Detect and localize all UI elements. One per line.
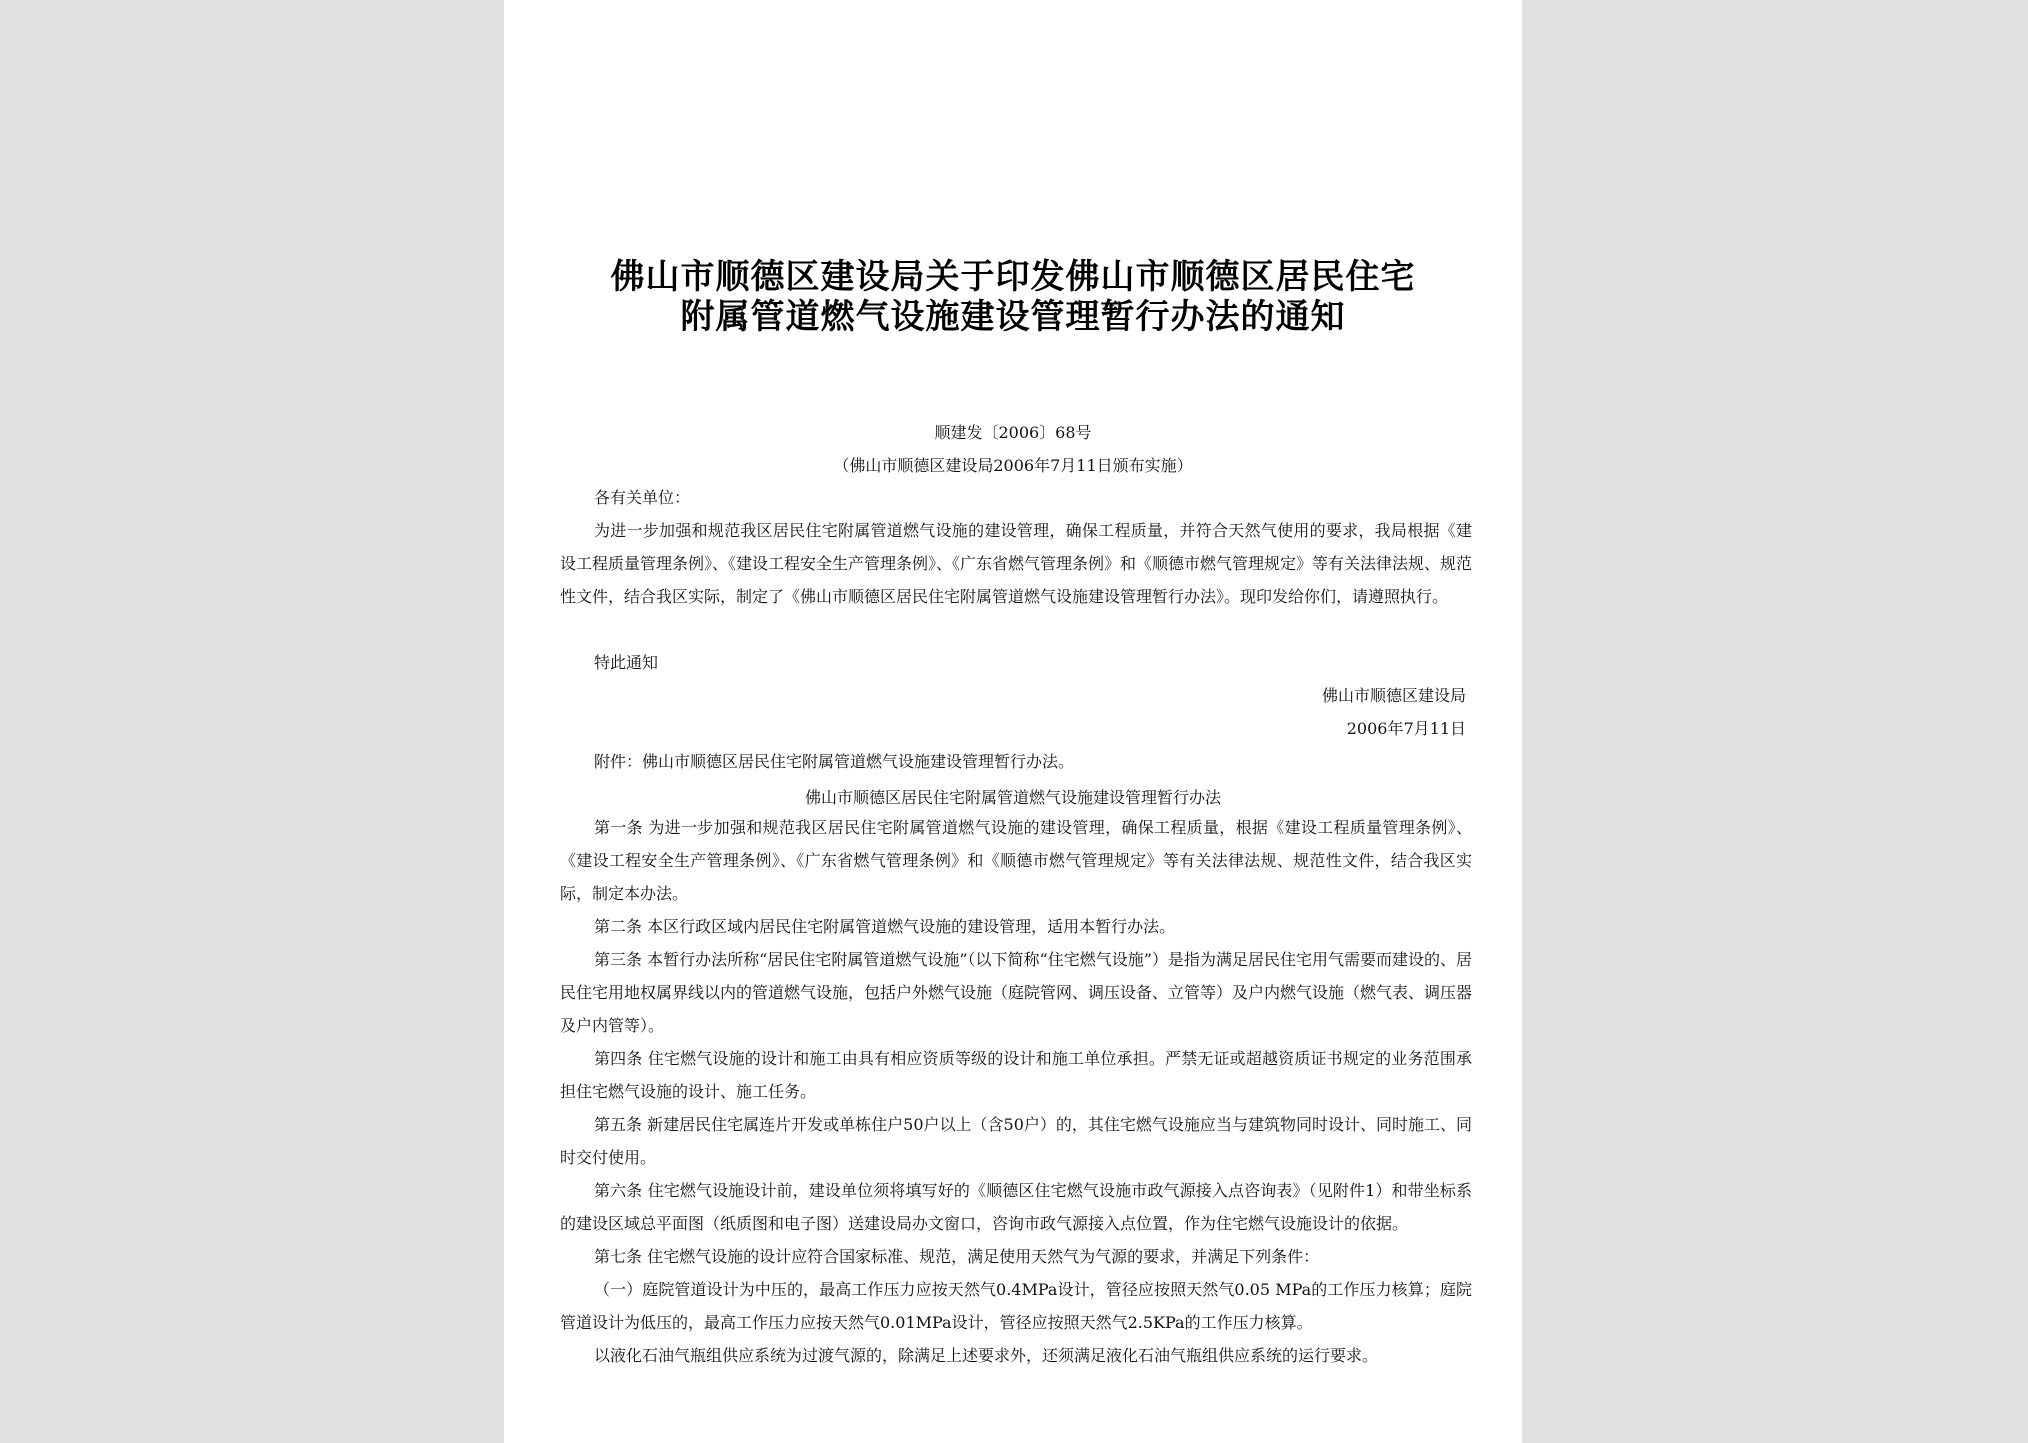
salutation: 各有关单位： bbox=[594, 488, 691, 507]
attachment-line: 附件：佛山市顺德区居民住宅附属管道燃气设施建设管理暂行办法。 bbox=[594, 752, 1075, 771]
article-7: 第七条 住宅燃气设施的设计应符合国家标准、规范，满足使用天然气为气源的要求，并满足下列条件： bbox=[594, 1247, 1320, 1266]
article-7-clause-1: （一）庭院管道设计为中压的，最高工作压力应按天然气0.4MPa设计，管径应按照天然气0.05 MPa的工作压力核算；庭院管道设计为低压的，最高工作压力应按天然气0.01MPa设计，管径应按照天然气2.5KPa的工作压力核算。 bbox=[560, 1280, 1472, 1332]
issuer-signature: 佛山市顺德区建设局 bbox=[1321, 686, 1466, 705]
special-notice: 特此通知 bbox=[594, 653, 659, 672]
intro-paragraph: 为进一步加强和规范我区居民住宅附属管道燃气设施的建设管理，确保工程质量，并符合天然气使用的要求，我局根据《建设工程质量管理条例》、《建设工程安全生产管理条例》、《广东省燃气管理条例》和《顺德市燃气管理规定》等有关法律法规、规范性文件，结合我区实际，制定了《佛山市顺德区居民住宅附属管道燃气设施建设管理暂行办法》。现印发给你们，请遵照执行。 bbox=[560, 521, 1473, 606]
article-1: 第一条 为进一步加强和规范我区居民住宅附属管道燃气设施的建设管理，确保工程质量，根据《建设工程质量管理条例》、《建设工程安全生产管理条例》、《广东省燃气管理条例》和《顺德市燃气管理规定》等有关法律法规、规范性文件，结合我区实际，制定本办法。 bbox=[560, 818, 1472, 903]
document-number: 顺建发〔2006〕68号 bbox=[934, 423, 1092, 442]
issue-date: 2006年7月11日 bbox=[1346, 719, 1466, 738]
article-3: 第三条 本暂行办法所称“居民住宅附属管道燃气设施”（以下简称“住宅燃气设施”）是指为满足居民住宅用气需要而建设的、居民住宅用地权属界线以内的管道燃气设施，包括户外燃气设施（庭院管网、调压设备、立管等）及户内燃气设施（燃气表、调压器及户内管等）。 bbox=[560, 950, 1473, 1035]
title-line-2: 附属管道燃气设施建设管理暂行办法的通知 bbox=[680, 297, 1346, 337]
lpg-note: 以液化石油气瓶组供应系统为过渡气源的，除满足上述要求外，还须满足液化石油气瓶组供应系统的运行要求。 bbox=[594, 1346, 1379, 1365]
title-line-1: 佛山市顺德区建设局关于印发佛山市顺德区居民住宅 bbox=[610, 257, 1416, 297]
document-title bbox=[504, 257, 1522, 337]
article-6: 第六条 住宅燃气设施设计前，建设单位须将填写好的《顺德区住宅燃气设施市政气源接入点咨询表》（见附件1）和带坐标系的建设区域总平面图（纸质图和电子图）送建设局办文窗口，咨询市政气源接入点位置，作为住宅燃气设施设计的依据。 bbox=[560, 1181, 1472, 1233]
attachment-title: 佛山市顺德区居民住宅附属管道燃气设施建设管理暂行办法 bbox=[804, 788, 1221, 807]
document-page bbox=[504, 0, 1522, 1443]
article-5: 第五条 新建居民住宅属连片开发或单栋住户50户以上（含50户）的，其住宅燃气设施应当与建筑物同时设计、同时施工、同时交付使用。 bbox=[560, 1115, 1472, 1167]
article-2: 第二条 本区行政区域内居民住宅附属管道燃气设施的建设管理，适用本暂行办法。 bbox=[594, 917, 1176, 936]
issued-note: （佛山市顺德区建设局2006年7月11日颁布实施） bbox=[833, 456, 1193, 475]
article-4: 第四条 住宅燃气设施的设计和施工由具有相应资质等级的设计和施工单位承担。严禁无证或超越资质证书规定的业务范围承担住宅燃气设施的设计、施工任务。 bbox=[560, 1049, 1472, 1101]
